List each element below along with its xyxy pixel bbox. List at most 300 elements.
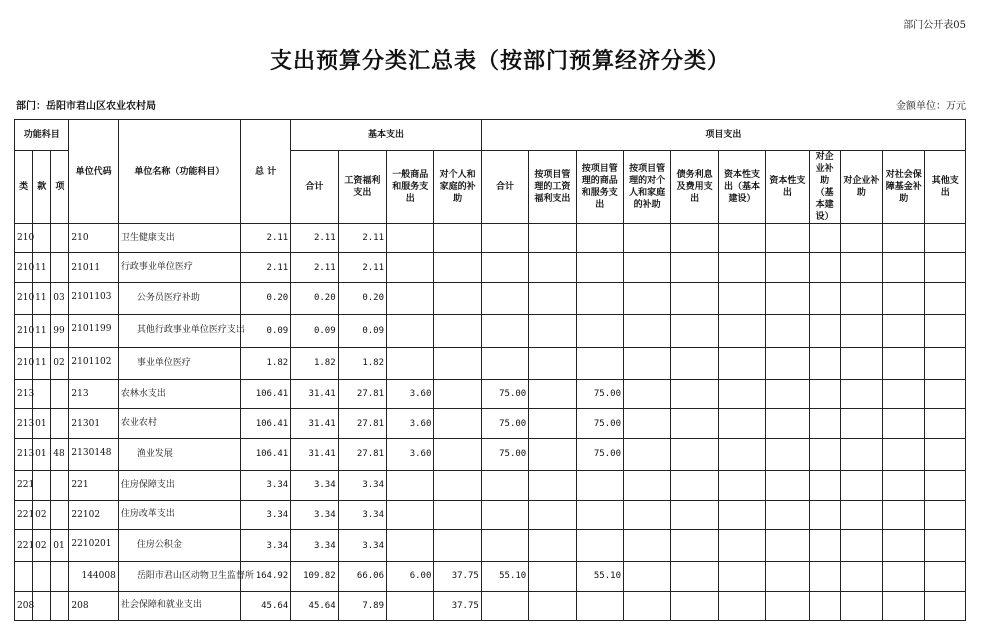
cell-b-sum: 109.82: [291, 562, 338, 591]
cell-name: 事业单位医疗: [118, 347, 240, 379]
cell-empty: [840, 591, 882, 620]
cell-empty: [840, 347, 882, 379]
cell-kuan: 01: [33, 438, 51, 470]
cell-empty: [766, 347, 809, 379]
cell-total: 1.82: [240, 347, 290, 379]
cell-b-goods: [387, 500, 434, 529]
cell-b-person: [434, 379, 481, 408]
cell-empty: [840, 379, 882, 408]
header-basic-goods: 一般商品和服务支出: [387, 151, 434, 224]
cell-b-person: [434, 529, 481, 561]
cell-b-person: [434, 471, 481, 500]
cell-code: 2210201: [69, 529, 118, 561]
cell-b-goods: [387, 471, 434, 500]
cell-p-person: [623, 500, 670, 529]
cell-lei: 221: [15, 471, 33, 500]
cell-b-goods: [387, 282, 434, 314]
cell-empty: [766, 591, 809, 620]
cell-b-wage: 66.06: [338, 562, 386, 591]
cell-code: 2101102: [69, 347, 118, 379]
table-row: [15, 409, 966, 438]
cell-b-goods: [387, 347, 434, 379]
header-project-sum: 合计: [481, 151, 528, 224]
cell-empty: [925, 282, 966, 314]
cell-name: 公务员医疗补助: [118, 282, 240, 314]
cell-p-wage: [529, 591, 576, 620]
cell-empty: [925, 562, 966, 591]
cell-xiang: 48: [51, 438, 69, 470]
cell-p-wage: [529, 347, 576, 379]
cell-empty: [840, 224, 882, 253]
header-basic: 基本支出: [291, 120, 482, 151]
cell-p-goods: 75.00: [576, 438, 623, 470]
cell-empty: [671, 253, 718, 282]
cell-lei: 221: [15, 529, 33, 561]
cell-p-wage: [529, 379, 576, 408]
cell-empty: [671, 438, 718, 470]
table-row: [15, 379, 966, 408]
cell-empty: [883, 253, 925, 282]
cell-empty: [671, 529, 718, 561]
cell-name: 社会保障和就业支出: [118, 591, 240, 620]
cell-empty: [840, 500, 882, 529]
cell-p-wage: [529, 529, 576, 561]
department-label: 部门：岳阳市君山区农业农村局: [16, 101, 156, 112]
cell-b-wage: 27.81: [338, 379, 386, 408]
cell-xiang: 99: [51, 315, 69, 347]
cell-b-sum: 1.82: [291, 347, 338, 379]
cell-xiang: [51, 471, 69, 500]
cell-empty: [671, 282, 718, 314]
cell-total: 106.41: [240, 379, 290, 408]
cell-b-person: [434, 315, 481, 347]
cell-total: 3.34: [240, 471, 290, 500]
cell-total: 2.11: [240, 253, 290, 282]
cell-xiang: [51, 562, 69, 591]
cell-total: 2.11: [240, 224, 290, 253]
cell-empty: [883, 438, 925, 470]
cell-empty: [766, 500, 809, 529]
cell-code: 208: [69, 591, 118, 620]
table-row: [15, 282, 966, 314]
cell-b-wage: 27.81: [338, 438, 386, 470]
cell-code: 2130148: [69, 438, 118, 470]
table-row: [15, 347, 966, 379]
cell-code: 21301: [69, 409, 118, 438]
cell-empty: [718, 500, 765, 529]
cell-empty: [840, 562, 882, 591]
table-row: [15, 253, 966, 282]
cell-empty: [766, 315, 809, 347]
header-xiang: 项: [51, 151, 69, 224]
cell-kuan: [33, 591, 51, 620]
cell-empty: [718, 347, 765, 379]
cell-total: 0.20: [240, 282, 290, 314]
cell-empty: [883, 409, 925, 438]
cell-xiang: [51, 409, 69, 438]
cell-b-wage: 2.11: [338, 224, 386, 253]
cell-empty: [840, 438, 882, 470]
cell-p-sum: 55.10: [481, 562, 528, 591]
cell-empty: [809, 529, 840, 561]
cell-empty: [766, 409, 809, 438]
cell-empty: [718, 591, 765, 620]
cell-empty: [671, 562, 718, 591]
cell-empty: [718, 315, 765, 347]
cell-p-person: [623, 347, 670, 379]
cell-p-goods: 75.00: [576, 409, 623, 438]
cell-empty: [883, 315, 925, 347]
cell-name: 住房改革支出: [118, 500, 240, 529]
cell-name: 住房公积金: [118, 529, 240, 561]
cell-p-person: [623, 529, 670, 561]
cell-empty: [718, 438, 765, 470]
cell-lei: 213: [15, 409, 33, 438]
cell-empty: [671, 500, 718, 529]
cell-p-sum: [481, 471, 528, 500]
cell-lei: 210: [15, 282, 33, 314]
cell-b-goods: [387, 315, 434, 347]
cell-p-sum: [481, 347, 528, 379]
cell-b-wage: 3.34: [338, 471, 386, 500]
cell-p-goods: [576, 529, 623, 561]
cell-p-person: [623, 379, 670, 408]
cell-b-person: [434, 224, 481, 253]
cell-empty: [809, 471, 840, 500]
cell-p-wage: [529, 471, 576, 500]
cell-p-person: [623, 471, 670, 500]
header-total: 总 计: [240, 120, 290, 224]
cell-p-sum: 75.00: [481, 379, 528, 408]
cell-b-person: [434, 409, 481, 438]
cell-code: 144008: [69, 562, 118, 591]
cell-b-wage: 7.89: [338, 591, 386, 620]
cell-kuan: 02: [33, 500, 51, 529]
cell-total: 0.09: [240, 315, 290, 347]
cell-b-sum: 2.11: [291, 224, 338, 253]
header-project-debt: 债务利息及费用支出: [671, 151, 718, 224]
cell-empty: [883, 282, 925, 314]
header-project-enterprise-basic: 对企业补助（基本建设）: [809, 151, 840, 224]
cell-p-wage: [529, 315, 576, 347]
cell-lei: [15, 562, 33, 591]
cell-b-goods: 3.60: [387, 379, 434, 408]
cell-empty: [718, 282, 765, 314]
cell-name: 卫生健康支出: [118, 224, 240, 253]
cell-empty: [766, 438, 809, 470]
cell-b-sum: 2.11: [291, 253, 338, 282]
cell-empty: [671, 471, 718, 500]
cell-total: 164.92: [240, 562, 290, 591]
cell-empty: [809, 315, 840, 347]
cell-empty: [883, 591, 925, 620]
cell-empty: [766, 529, 809, 561]
header-project-wage: 按项目管理的工资福利支出: [529, 151, 576, 224]
cell-name: 农业农村: [118, 409, 240, 438]
cell-kuan: 02: [33, 529, 51, 561]
cell-kuan: 11: [33, 282, 51, 314]
cell-empty: [883, 224, 925, 253]
cell-xiang: 02: [51, 347, 69, 379]
cell-b-sum: 0.09: [291, 315, 338, 347]
cell-p-person: [623, 253, 670, 282]
cell-p-goods: [576, 500, 623, 529]
cell-p-goods: [576, 253, 623, 282]
cell-p-person: [623, 438, 670, 470]
cell-empty: [671, 591, 718, 620]
form-number: 部门公开表05: [903, 20, 966, 31]
cell-xiang: 03: [51, 282, 69, 314]
cell-p-person: [623, 315, 670, 347]
cell-code: 210: [69, 224, 118, 253]
header-project-capital-basic: 资本性支出（基本建设）: [718, 151, 765, 224]
cell-b-sum: 31.41: [291, 379, 338, 408]
cell-empty: [840, 315, 882, 347]
page-title: 支出预算分类汇总表（按部门预算经济分类）: [269, 48, 730, 74]
cell-lei: 221: [15, 500, 33, 529]
cell-p-wage: [529, 409, 576, 438]
cell-empty: [809, 562, 840, 591]
cell-empty: [925, 471, 966, 500]
cell-p-sum: 75.00: [481, 409, 528, 438]
cell-b-goods: [387, 253, 434, 282]
cell-empty: [766, 562, 809, 591]
table-row: [15, 438, 966, 470]
header-kuan: 款: [33, 151, 51, 224]
cell-b-person: [434, 438, 481, 470]
cell-b-wage: 2.11: [338, 253, 386, 282]
cell-name: 渔业发展: [118, 438, 240, 470]
cell-p-wage: [529, 282, 576, 314]
header-basic-sum: 合计: [291, 151, 338, 224]
cell-empty: [883, 500, 925, 529]
cell-p-wage: [529, 562, 576, 591]
cell-p-sum: 75.00: [481, 438, 528, 470]
table-row: [15, 562, 966, 591]
cell-empty: [718, 224, 765, 253]
cell-lei: 208: [15, 591, 33, 620]
cell-kuan: 11: [33, 347, 51, 379]
cell-code: 2101199: [69, 315, 118, 347]
cell-empty: [925, 529, 966, 561]
header-project: 项目支出: [481, 120, 965, 151]
cell-p-person: [623, 282, 670, 314]
cell-empty: [883, 347, 925, 379]
cell-code: 213: [69, 379, 118, 408]
cell-lei: 210: [15, 347, 33, 379]
cell-b-goods: [387, 591, 434, 620]
cell-code: 21011: [69, 253, 118, 282]
cell-empty: [809, 224, 840, 253]
cell-kuan: [33, 562, 51, 591]
cell-lei: 210: [15, 315, 33, 347]
cell-empty: [766, 253, 809, 282]
expenditure-summary-table: [14, 119, 966, 621]
cell-name: 其他行政事业单位医疗支出: [118, 315, 240, 347]
cell-empty: [840, 529, 882, 561]
cell-empty: [925, 224, 966, 253]
cell-kuan: 11: [33, 315, 51, 347]
header-func-subject: 功能科目: [15, 120, 69, 151]
cell-xiang: [51, 253, 69, 282]
cell-empty: [925, 438, 966, 470]
cell-p-goods: [576, 591, 623, 620]
cell-kuan: [33, 471, 51, 500]
header-unit-code: 单位代码: [69, 120, 118, 224]
cell-b-goods: 6.00: [387, 562, 434, 591]
cell-name: 行政事业单位医疗: [118, 253, 240, 282]
cell-empty: [671, 379, 718, 408]
cell-p-sum: [481, 224, 528, 253]
header-basic-wage: 工资福利支出: [338, 151, 386, 224]
cell-empty: [809, 347, 840, 379]
cell-b-sum: 3.34: [291, 471, 338, 500]
cell-empty: [671, 224, 718, 253]
cell-p-sum: [481, 282, 528, 314]
cell-xiang: [51, 379, 69, 408]
cell-empty: [718, 409, 765, 438]
cell-total: 106.41: [240, 409, 290, 438]
cell-total: 45.64: [240, 591, 290, 620]
cell-p-goods: [576, 347, 623, 379]
cell-empty: [809, 379, 840, 408]
cell-empty: [809, 253, 840, 282]
cell-p-sum: [481, 529, 528, 561]
cell-b-sum: 31.41: [291, 409, 338, 438]
table-row: [15, 315, 966, 347]
header-lei: 类: [15, 151, 33, 224]
cell-b-person: 37.75: [434, 591, 481, 620]
table-row: [15, 500, 966, 529]
cell-empty: [883, 529, 925, 561]
header-basic-person: 对个人和家庭的补助: [434, 151, 481, 224]
cell-code: 22102: [69, 500, 118, 529]
table-row: [15, 591, 966, 620]
cell-b-goods: [387, 224, 434, 253]
cell-b-goods: 3.60: [387, 438, 434, 470]
header-project-other: 其他支出: [925, 151, 966, 224]
cell-empty: [840, 253, 882, 282]
cell-empty: [809, 591, 840, 620]
cell-empty: [718, 529, 765, 561]
cell-b-person: [434, 282, 481, 314]
cell-p-wage: [529, 438, 576, 470]
cell-empty: [809, 500, 840, 529]
cell-empty: [718, 562, 765, 591]
cell-b-wage: 0.20: [338, 282, 386, 314]
cell-empty: [925, 347, 966, 379]
header-project-person: 按项目管理的对个人和家庭的补助: [623, 151, 670, 224]
cell-b-wage: 0.09: [338, 315, 386, 347]
cell-total: 3.34: [240, 500, 290, 529]
cell-xiang: [51, 500, 69, 529]
header-project-enterprise: 对企业补助: [840, 151, 882, 224]
table-row: [15, 529, 966, 561]
cell-p-goods: [576, 224, 623, 253]
cell-b-goods: 3.60: [387, 409, 434, 438]
cell-empty: [925, 379, 966, 408]
cell-b-wage: 1.82: [338, 347, 386, 379]
cell-b-sum: 3.34: [291, 500, 338, 529]
cell-empty: [925, 315, 966, 347]
cell-lei: 210: [15, 253, 33, 282]
cell-empty: [840, 471, 882, 500]
cell-p-wage: [529, 253, 576, 282]
cell-name: 农林水支出: [118, 379, 240, 408]
cell-empty: [883, 379, 925, 408]
cell-b-sum: 3.34: [291, 529, 338, 561]
header-project-goods: 按项目管理的商品和服务支出: [576, 151, 623, 224]
cell-b-person: [434, 253, 481, 282]
cell-p-goods: [576, 315, 623, 347]
cell-p-goods: [576, 282, 623, 314]
cell-empty: [840, 282, 882, 314]
cell-b-sum: 0.20: [291, 282, 338, 314]
cell-b-person: 37.75: [434, 562, 481, 591]
cell-empty: [718, 379, 765, 408]
cell-empty: [718, 471, 765, 500]
header-unit-name: 单位名称（功能科目）: [118, 120, 240, 224]
cell-empty: [809, 282, 840, 314]
cell-total: 106.41: [240, 438, 290, 470]
cell-empty: [766, 471, 809, 500]
cell-empty: [925, 500, 966, 529]
cell-lei: 213: [15, 379, 33, 408]
cell-b-wage: 3.34: [338, 500, 386, 529]
cell-b-wage: 27.81: [338, 409, 386, 438]
cell-empty: [671, 409, 718, 438]
cell-code: 221: [69, 471, 118, 500]
cell-empty: [840, 409, 882, 438]
cell-empty: [925, 591, 966, 620]
cell-kuan: [33, 224, 51, 253]
cell-p-person: [623, 562, 670, 591]
cell-p-wage: [529, 224, 576, 253]
cell-empty: [766, 224, 809, 253]
cell-xiang: 01: [51, 529, 69, 561]
cell-empty: [718, 253, 765, 282]
cell-b-person: [434, 500, 481, 529]
cell-empty: [925, 409, 966, 438]
table-row: [15, 471, 966, 500]
cell-p-person: [623, 591, 670, 620]
cell-empty: [809, 409, 840, 438]
cell-p-goods: 55.10: [576, 562, 623, 591]
cell-kuan: 01: [33, 409, 51, 438]
cell-p-person: [623, 409, 670, 438]
cell-empty: [671, 315, 718, 347]
cell-code: 2101103: [69, 282, 118, 314]
cell-b-sum: 31.41: [291, 438, 338, 470]
cell-b-person: [434, 347, 481, 379]
cell-xiang: [51, 224, 69, 253]
currency-unit-label: 金额单位：万元: [896, 101, 966, 112]
header-project-capital: 资本性支出: [766, 151, 809, 224]
cell-empty: [809, 438, 840, 470]
cell-p-sum: [481, 591, 528, 620]
cell-empty: [883, 562, 925, 591]
cell-p-goods: [576, 471, 623, 500]
cell-empty: [671, 347, 718, 379]
cell-lei: 210: [15, 224, 33, 253]
cell-p-person: [623, 224, 670, 253]
cell-name: 岳阳市君山区动物卫生监督所: [118, 562, 240, 591]
cell-name: 住房保障支出: [118, 471, 240, 500]
cell-kuan: 11: [33, 253, 51, 282]
cell-p-goods: 75.00: [576, 379, 623, 408]
cell-lei: 213: [15, 438, 33, 470]
cell-xiang: [51, 591, 69, 620]
